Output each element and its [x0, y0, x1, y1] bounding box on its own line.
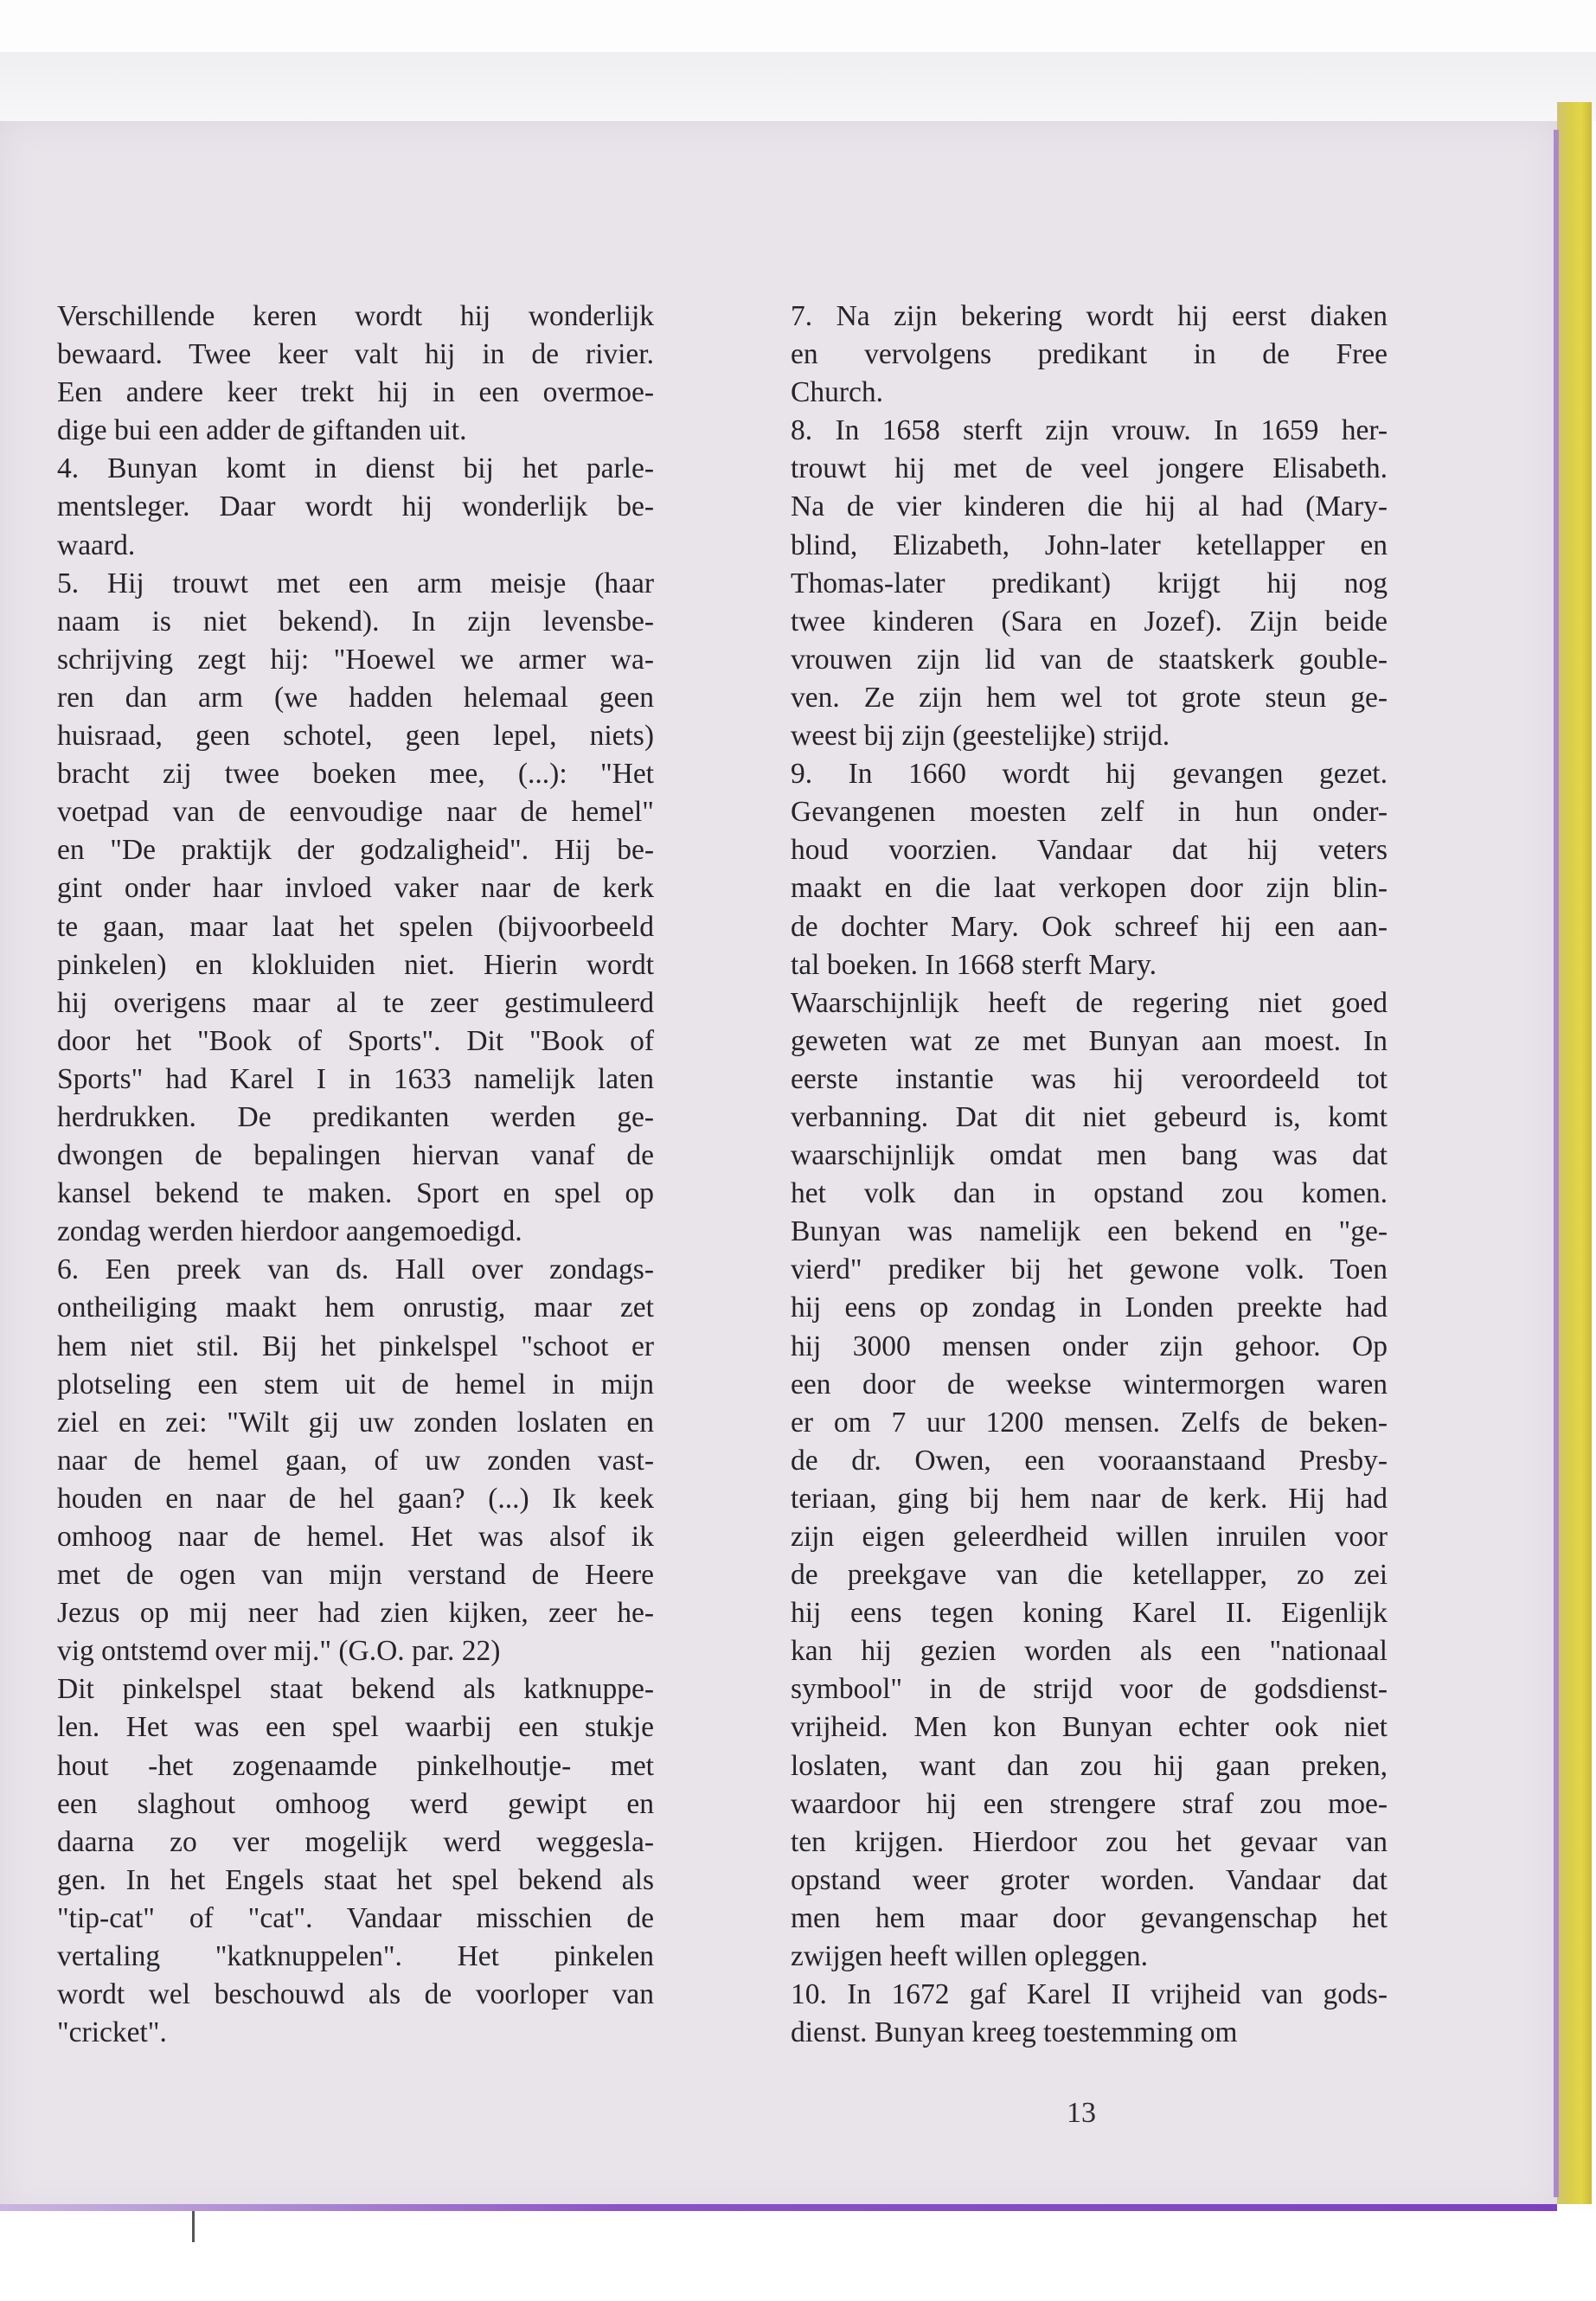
- text-line: waarschijnlijk omdat men bang was dat: [791, 1139, 1388, 1172]
- text-line: trouwt hij met de veel jongere Elisabeth.: [791, 452, 1388, 485]
- text-line: Verschillende keren wordt hij wonderlijk: [57, 300, 654, 332]
- text-line: verbanning. Dat dit niet gebeurd is, komt: [791, 1100, 1388, 1133]
- text-line: de dochter Mary. Ook schreef hij een aan-: [791, 910, 1388, 943]
- text-line: een door de weekse wintermorgen waren: [791, 1368, 1388, 1400]
- text-line: tal boeken. In 1668 sterft Mary.: [791, 948, 1157, 981]
- text-line: en vervolgens predikant in de Free: [791, 338, 1388, 371]
- text-line: het volk dan in opstand zou komen.: [791, 1177, 1388, 1210]
- text-line: Thomas-later predikant) krijgt hij nog: [791, 567, 1388, 599]
- text-line: geweten wat ze met Bunyan aan moest. In: [791, 1024, 1388, 1057]
- text-line: hout -het zogenaamde pinkelhoutje- met: [57, 1749, 654, 1782]
- text-line: Dit pinkelspel staat bekend als katknuppe-: [57, 1673, 654, 1706]
- text-line: blind, Elizabeth, John-later ketellapper en: [791, 529, 1388, 561]
- text-line: zijn eigen geleerdheid willen inruilen voor: [791, 1521, 1388, 1553]
- text-line: ontheiliging maakt hem onrustig, maar zet: [57, 1292, 654, 1324]
- bottom-binding-line: [0, 2204, 1557, 2211]
- text-line: zondag werden hierdoor aangemoedigd.: [57, 1215, 522, 1248]
- text-line: Een andere keer trekt hij in een overmoe-: [57, 376, 654, 409]
- text-line: zwijgen heeft willen opleggen.: [791, 1940, 1149, 1973]
- text-line: mentsleger. Daar wordt hij wonderlijk be-: [57, 490, 654, 523]
- text-line: ven. Ze zijn hem wel tot grote steun ge-: [791, 681, 1388, 714]
- text-line: weest bij zijn (geestelijke) strijd.: [791, 720, 1170, 753]
- text-line: de preekgave van die ketellapper, zo zei: [791, 1559, 1388, 1592]
- text-line: ten krijgen. Hierdoor zou het gevaar van: [791, 1825, 1388, 1858]
- text-line: een slaghout omhoog werd gewipt en: [57, 1787, 654, 1820]
- text-line: schrijving zegt hij: "Hoewel we armer wa-: [57, 643, 654, 676]
- text-line: bracht zij twee boeken mee, (...): "Het: [57, 758, 654, 791]
- text-line: gint onder haar invloed vaker naar de kerk: [57, 872, 654, 905]
- text-line: teriaan, ging bij hem naar de kerk. Hij had: [791, 1482, 1388, 1515]
- text-line: eerste instantie was hij veroordeeld tot: [791, 1062, 1388, 1095]
- text-line: er om 7 uur 1200 mensen. Zelfs de beken-: [791, 1406, 1388, 1439]
- text-line: men hem maar door gevangenschap het: [791, 1901, 1388, 1934]
- text-line: ren dan arm (we hadden helemaal geen: [57, 681, 654, 714]
- text-line: met de ogen van mijn verstand de Heere: [57, 1559, 654, 1592]
- text-line: vertaling "katknuppelen". Het pinkelen: [57, 1940, 654, 1973]
- text-line: Gevangenen moesten zelf in hun onder-: [791, 796, 1388, 829]
- text-line: vierd" prediker bij het gewone volk. Toen: [791, 1253, 1388, 1286]
- text-line: houd voorzien. Vandaar dat hij veters: [791, 834, 1388, 867]
- text-line: wordt wel beschouwd als de voorloper van: [57, 1978, 654, 2011]
- text-line: dige bui een adder de giftanden uit.: [57, 414, 467, 447]
- text-line: ziel en zei: "Wilt gij uw zonden loslaten en: [57, 1406, 654, 1439]
- text-line: 8. In 1658 sterft zijn vrouw. In 1659 her-: [791, 414, 1388, 447]
- right-text-column: [791, 298, 1388, 2052]
- text-line: Bunyan was namelijk een bekend en "ge-: [791, 1215, 1388, 1248]
- text-line: door het "Book of Sports". Dit "Book of: [57, 1024, 654, 1057]
- text-line: Sports" had Karel I in 1633 namelijk laten: [57, 1062, 654, 1095]
- text-line: twee kinderen (Sara en Jozef). Zijn beide: [791, 605, 1388, 638]
- text-line: hij eens op zondag in Londen preekte had: [791, 1292, 1388, 1324]
- text-line: herdrukken. De predikanten werden ge-: [57, 1100, 654, 1133]
- text-line: vig ontstemd over mij." (G.O. par. 22): [57, 1635, 501, 1668]
- scanner-bottom-band: [0, 2211, 1596, 2301]
- text-line: opstand weer groter worden. Vandaar dat: [791, 1863, 1388, 1896]
- text-line: daarna zo ver mogelijk werd weggesla-: [57, 1825, 654, 1858]
- text-line: omhoog naar de hemel. Het was alsof ik: [57, 1521, 654, 1553]
- text-line: kansel bekend te maken. Sport en spel op: [57, 1177, 654, 1210]
- text-line: vrijheid. Men kon Bunyan echter ook niet: [791, 1711, 1388, 1744]
- text-line: naam is niet bekend). In zijn levensbe-: [57, 605, 654, 638]
- text-line: Na de vier kinderen die hij al had (Mary-: [791, 490, 1388, 523]
- text-line: hij 3000 mensen onder zijn gehoor. Op: [791, 1330, 1388, 1362]
- text-line: bewaard. Twee keer valt hij in de rivier.: [57, 338, 654, 371]
- scanner-top-band: [0, 52, 1596, 121]
- text-line: maakt en die laat verkopen door zijn blin-: [791, 872, 1388, 905]
- text-line: dienst. Bunyan kreeg toestemming om: [791, 2016, 1238, 2049]
- text-line: waard.: [57, 529, 136, 561]
- text-line: gen. In het Engels staat het spel bekend als: [57, 1863, 654, 1896]
- text-line: houden en naar de hel gaan? (...) Ik keek: [57, 1482, 654, 1515]
- text-line: kan hij gezien worden als een "nationaal: [791, 1635, 1388, 1668]
- text-line: huisraad, geen schotel, geen lepel, niets): [57, 720, 654, 753]
- text-line: plotseling een stem uit de hemel in mijn: [57, 1368, 654, 1400]
- text-line: loslaten, want dan zou hij gaan preken,: [791, 1749, 1388, 1782]
- text-line: waardoor hij een strengere straf zou moe-: [791, 1787, 1388, 1820]
- text-line: 10. In 1672 gaf Karel II vrijheid van gods-: [791, 1978, 1388, 2011]
- text-line: 5. Hij trouwt met een arm meisje (haar: [57, 567, 654, 599]
- book-edge: [1557, 102, 1592, 2204]
- text-line: hem niet stil. Bij het pinkelspel "schoot er: [57, 1330, 654, 1362]
- scan-mark: [192, 2211, 195, 2242]
- text-line: "tip-cat" of "cat". Vandaar misschien de: [57, 1901, 654, 1934]
- text-line: hij eens tegen koning Karel II. Eigenlijk: [791, 1597, 1388, 1630]
- text-line: 4. Bunyan komt in dienst bij het parle-: [57, 452, 654, 485]
- text-line: en "De praktijk der godzaligheid". Hij be-: [57, 834, 654, 867]
- text-line: len. Het was een spel waarbij een stukje: [57, 1711, 654, 1744]
- page-number: 13: [1067, 2097, 1096, 2129]
- text-line: symbool" in de strijd voor de godsdienst-: [791, 1673, 1388, 1706]
- text-line: dwongen de bepalingen hiervan vanaf de: [57, 1139, 654, 1172]
- text-line: 6. Een preek van ds. Hall over zondags-: [57, 1253, 654, 1286]
- text-line: 7. Na zijn bekering wordt hij eerst diaken: [791, 300, 1388, 332]
- text-line: 9. In 1660 wordt hij gevangen gezet.: [791, 758, 1388, 791]
- text-line: "cricket".: [57, 2016, 167, 2049]
- text-line: Jezus op mij neer had zien kijken, zeer he-: [57, 1597, 654, 1630]
- text-line: Waarschijnlijk heeft de regering niet goed: [791, 986, 1388, 1019]
- book-edge-shadow: [1554, 130, 1559, 2197]
- text-line: vrouwen zijn lid van de staatskerk gouble-: [791, 643, 1388, 676]
- left-text-column: [57, 298, 654, 2052]
- text-line: Church.: [791, 376, 883, 409]
- text-line: naar de hemel gaan, of uw zonden vast-: [57, 1444, 654, 1477]
- text-line: hij overigens maar al te zeer gestimuleerd: [57, 986, 654, 1019]
- text-line: voetpad van de eenvoudige naar de hemel": [57, 796, 654, 829]
- text-line: de dr. Owen, een vooraanstaand Presby-: [791, 1444, 1388, 1477]
- text-line: te gaan, maar laat het spelen (bijvoorbeeld: [57, 910, 654, 943]
- text-line: pinkelen) en klokluiden niet. Hierin wordt: [57, 948, 654, 981]
